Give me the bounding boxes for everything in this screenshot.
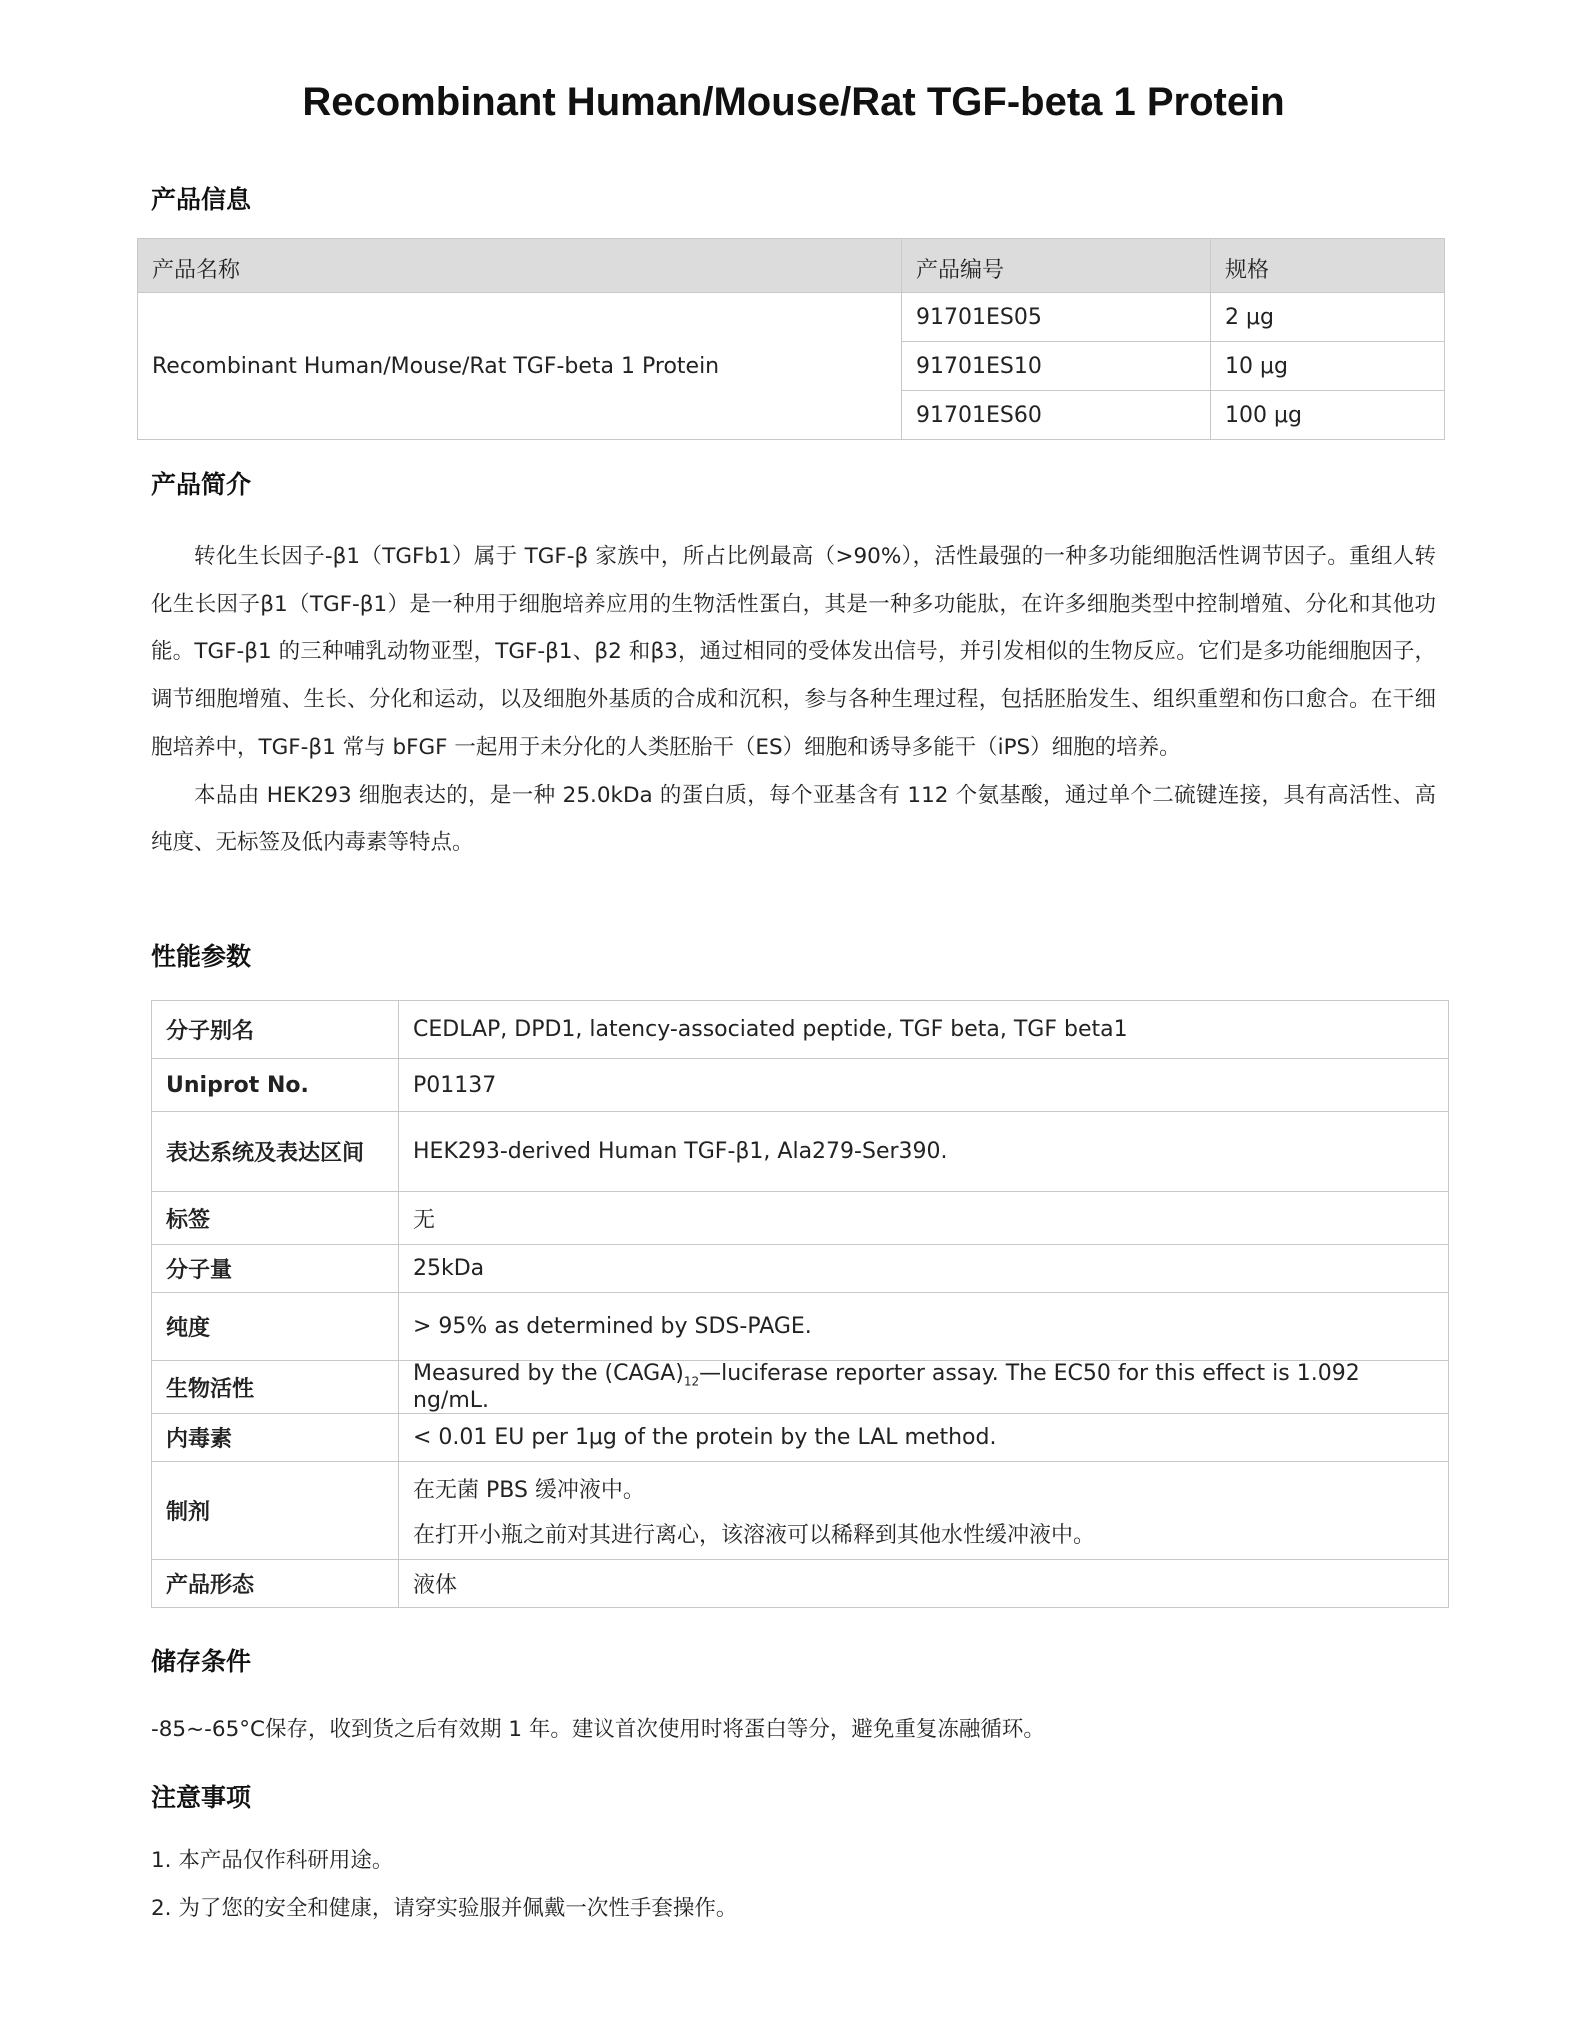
bioactivity-subscript: 12 <box>683 1374 700 1389</box>
product-code-cell: 91701ES05 <box>902 293 1211 342</box>
section-heading-storage: 储存条件 <box>151 1647 252 1676</box>
spec-row <box>152 1560 1449 1608</box>
spec-key: 生物活性 <box>152 1361 399 1414</box>
spec-key: 纯度 <box>152 1293 399 1361</box>
spec-value <box>399 1462 1449 1560</box>
spec-row <box>152 1462 1449 1560</box>
section-heading-product-intro: 产品简介 <box>151 470 252 499</box>
spec-row <box>152 1192 1449 1245</box>
product-name-cell: Recombinant Human/Mouse/Rat TGF-beta 1 Protein <box>138 293 902 440</box>
spec-row <box>152 1112 1449 1192</box>
list-item: 1. 本产品仅作科研用途。 <box>151 1848 394 1873</box>
spec-value <box>399 1361 1449 1414</box>
header-spec: 规格 <box>1211 239 1445 293</box>
product-size-cell: 10 μg <box>1211 342 1445 391</box>
header-product-code: 产品编号 <box>902 239 1211 293</box>
table-row <box>138 293 1445 342</box>
header-product-name: 产品名称 <box>138 239 902 293</box>
section-heading-product-info: 产品信息 <box>151 185 252 214</box>
product-code-cell: 91701ES60 <box>902 391 1211 440</box>
bioactivity-text-pre: Measured by the (CAGA) <box>413 1361 684 1386</box>
spec-value: HEK293-derived Human TGF-β1, Ala279-Ser390. <box>399 1112 1449 1192</box>
spec-value: < 0.01 EU per 1μg of the protein by the LAL method. <box>399 1414 1449 1462</box>
spec-key: 表达系统及表达区间 <box>152 1112 399 1192</box>
spec-key: 分子量 <box>152 1245 399 1293</box>
spec-key: 内毒素 <box>152 1414 399 1462</box>
intro-paragraph-1: 转化生长因子-β1（TGFb1）属于 TGF-β 家族中，所占比例最高（>90%），活性最强的一种多功能细胞活性调节因子。重组人转化生长因子β1（TGF-β1）是一种用于细胞培养应用的生物活性蛋白，其是一种多功能肽，在许多细胞类型中控制增殖、分化和其他功能。TGF-β1 的三种哺乳动物亚型，TGF-β1、β2 和β3，通过相同的受体发出信号，并引发相似的生物反应。它们是多功能细胞因子，调节细胞增殖、生长、分化和运动，以及细胞外基质的合成和沉积，参与各种生理过程，包括胚胎发生、组织重塑和伤口愈合。在干细胞培养中，TGF-β1 常与 bFGF 一起用于未分化的人类胚胎干（ES）细胞和诱导多能干（iPS）细胞的培养。 <box>151 544 1436 760</box>
spec-row <box>152 1293 1449 1361</box>
spec-key: 产品形态 <box>152 1560 399 1608</box>
section-heading-notes: 注意事项 <box>151 1783 252 1812</box>
spec-value: P01137 <box>399 1059 1449 1112</box>
product-code-cell: 91701ES10 <box>902 342 1211 391</box>
spec-row <box>152 1001 1449 1059</box>
product-info-table <box>137 238 1445 440</box>
spec-value: 液体 <box>399 1560 1449 1608</box>
spec-row <box>152 1059 1449 1112</box>
spec-row <box>152 1361 1449 1414</box>
spec-key: 标签 <box>152 1192 399 1245</box>
list-item: 2. 为了您的安全和健康，请穿实验服并佩戴一次性手套操作。 <box>151 1896 738 1921</box>
product-intro-text <box>151 533 1436 867</box>
intro-paragraph-2: 本品由 HEK293 细胞表达的，是一种 25.0kDa 的蛋白质，每个亚基含有 112 个氨基酸，通过单个二硫键连接，具有高活性、高纯度、无标签及低内毒素等特点。 <box>151 782 1436 856</box>
notes-list <box>151 1847 737 1943</box>
spec-key: 分子别名 <box>152 1001 399 1059</box>
product-size-cell: 100 μg <box>1211 391 1445 440</box>
performance-table <box>151 1000 1449 1608</box>
spec-value: CEDLAP, DPD1, latency-associated peptide, TGF beta, TGF beta1 <box>399 1001 1449 1059</box>
spec-value: > 95% as determined by SDS-PAGE. <box>399 1293 1449 1361</box>
bioactivity-text-post: —luciferase reporter assay. The EC50 for this effect is 1.092 ng/mL. <box>413 1361 1360 1414</box>
formulation-line-1: 在无菌 PBS 缓冲液中。 <box>413 1477 645 1503</box>
spec-value: 25kDa <box>399 1245 1449 1293</box>
section-heading-performance: 性能参数 <box>151 942 252 971</box>
spec-value: 无 <box>399 1192 1449 1245</box>
table-header-row <box>138 239 1445 293</box>
page-title: Recombinant Human/Mouse/Rat TGF-beta 1 Protein <box>302 80 1285 124</box>
product-size-cell: 2 μg <box>1211 293 1445 342</box>
spec-row <box>152 1245 1449 1293</box>
spec-row <box>152 1414 1449 1462</box>
formulation-line-2: 在打开小瓶之前对其进行离心，该溶液可以稀释到其他水性缓冲液中。 <box>413 1522 1096 1548</box>
spec-key: Uniprot No. <box>152 1059 399 1112</box>
storage-text: -85~-65°C保存，收到货之后有效期 1 年。建议首次使用时将蛋白等分，避免重复冻融循环。 <box>151 1717 1045 1742</box>
spec-key: 制剂 <box>152 1462 399 1560</box>
